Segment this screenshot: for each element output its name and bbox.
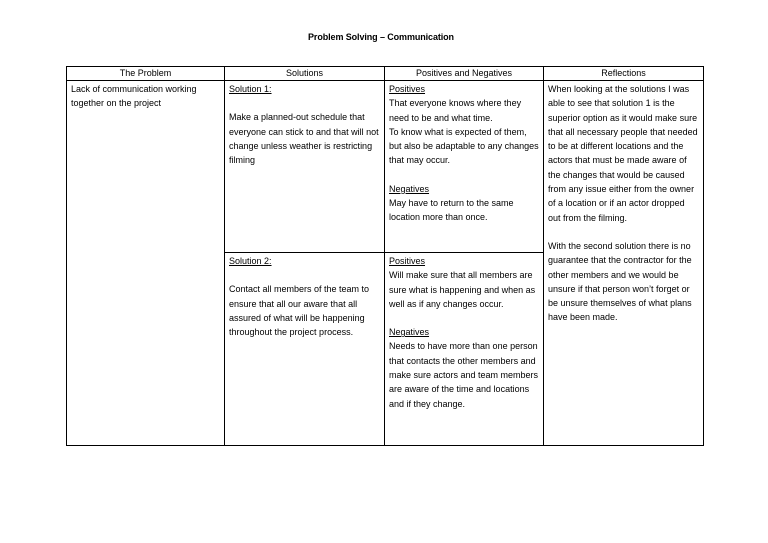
solution-2-positives-heading: Positives — [389, 256, 426, 266]
header-solutions: Solutions — [225, 67, 385, 81]
document-title: Problem Solving – Communication — [308, 32, 454, 42]
solution-1-positive-2: To know what is expected of them, but also be adaptable to any changes that may occur. — [389, 126, 539, 166]
problem-text: Lack of communication working together on the project — [71, 84, 197, 109]
solution-2-pn-cell — [385, 253, 544, 446]
solution-2-heading: Solution 2: — [229, 256, 272, 266]
solution-2-negatives: Needs to have more than one person that contacts the other members and make sure actors and team members are aware of the time and locations and if they change. — [389, 341, 539, 409]
solution-1-negatives: May have to return to the same location more than once. — [389, 198, 514, 223]
solution-2-cell — [225, 253, 385, 446]
solution-1-cell — [225, 81, 385, 253]
solution-1-heading: Solution 1: — [229, 84, 272, 94]
solution-2-positive-1: Will make sure that all members are sure what is happening and when as well as if any changes occur. — [389, 270, 536, 309]
reflections-cell — [544, 81, 704, 446]
header-problem: The Problem — [67, 67, 225, 81]
solution-1-pn-cell — [385, 81, 544, 253]
solution-2-text: Contact all members of the team to ensure that all our aware that all assured of what will be happening throughout the project process. — [229, 284, 370, 338]
problem-cell — [67, 81, 225, 446]
solution-1-positives-heading: Positives — [389, 84, 426, 94]
reflection-1: When looking at the solutions I was able to see that solution 1 is the superior option as it would make sure that all necessary people that needed to be at different locations and the actors that must be made aware of the changes that would be caused from any issue either from the owner of a location or if an actor dropped out from the filming. — [548, 84, 698, 223]
header-row — [67, 67, 704, 81]
solution-1-text: Make a planned-out schedule that everyone can stick to and that will not change unless weather is restricting filming — [229, 112, 379, 166]
reflection-2: With the second solution there is no guarantee that the contractor for the other members and we would be unsure if that person won’t forget or be unsure themselves of what plans have been made. — [548, 240, 692, 323]
solution-1-negatives-heading: Negatives — [389, 183, 430, 194]
header-positives-negatives: Positives and Negatives — [385, 67, 544, 81]
solution-1-row — [67, 81, 704, 253]
solution-2-negatives-heading: Negatives — [389, 327, 430, 338]
header-reflections: Reflections — [544, 67, 704, 81]
problem-solving-table — [66, 66, 704, 446]
solution-1-positive-1: That everyone knows where they need to be and what time. — [389, 98, 522, 123]
